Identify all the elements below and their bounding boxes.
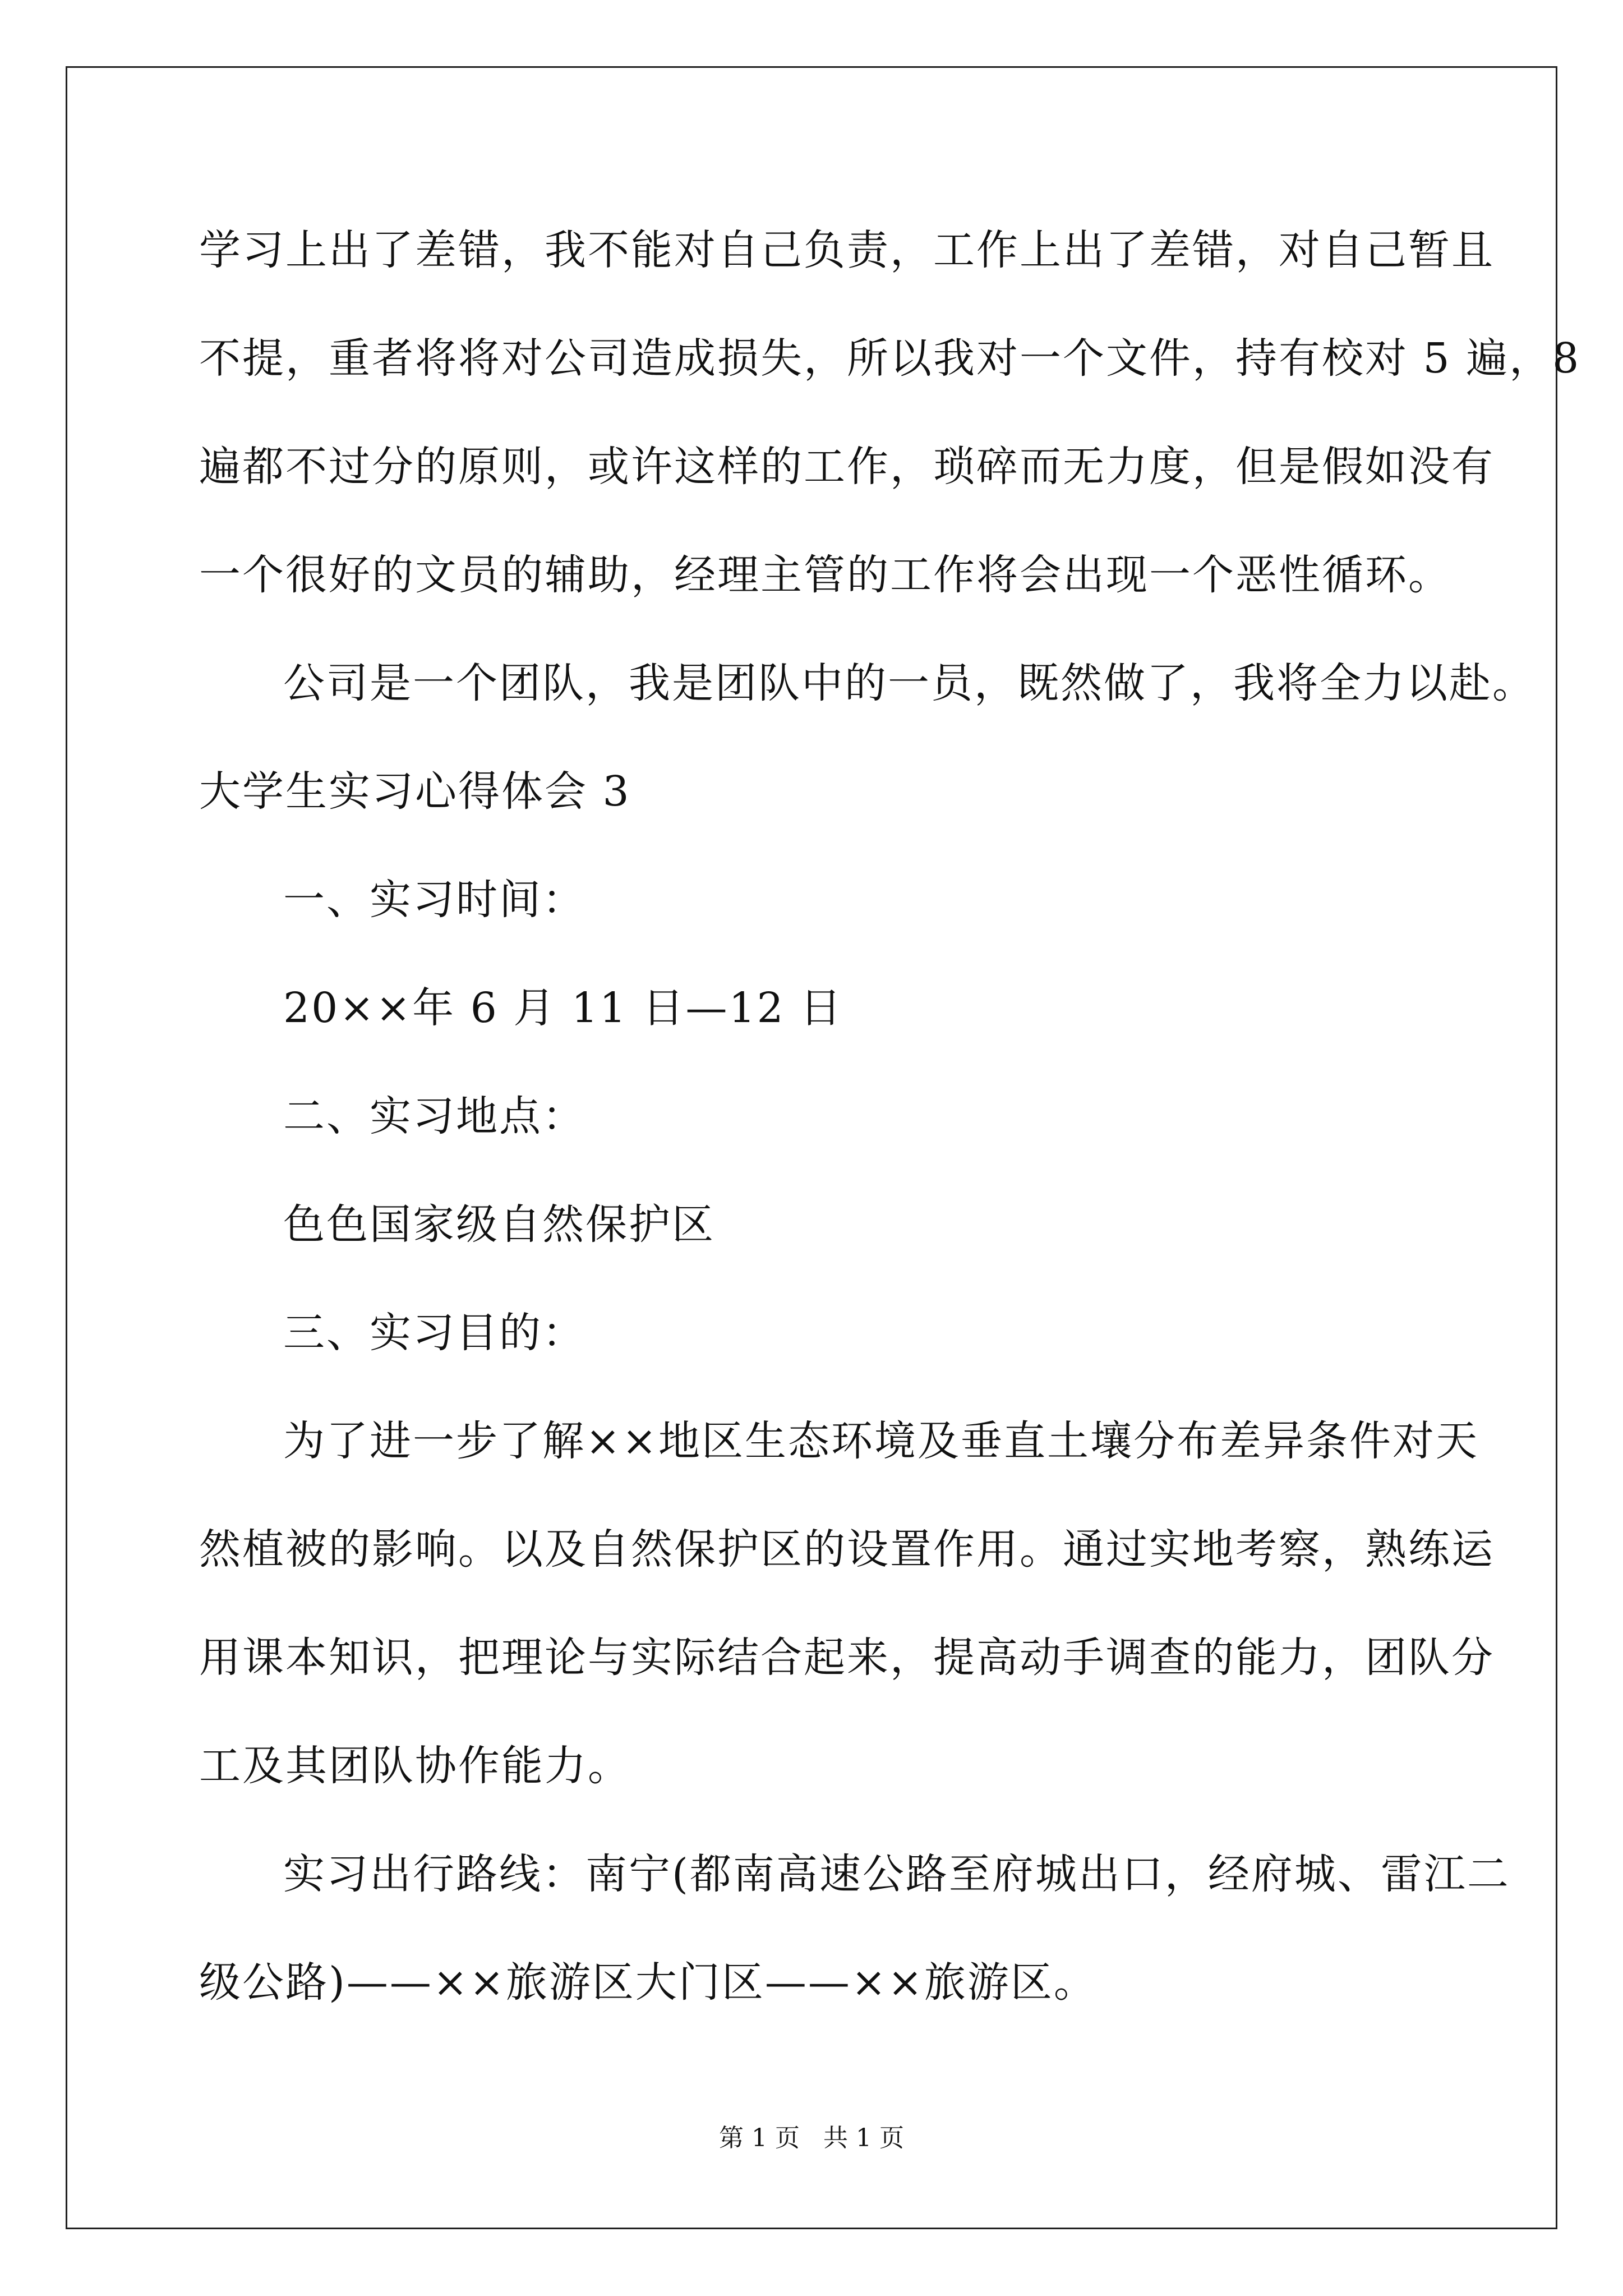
text-line: 色色国家级自然保护区 [283, 1200, 715, 1249]
text-line: 学习上出了差错，我不能对自己负责，工作上出了差错，对自己暂且 [199, 226, 1495, 274]
paragraph-line: 公司是一个团队，我是团队中的一员，既然做了，我将全力以赴。 [283, 659, 1536, 707]
subheading-location: 二、实习地点： [283, 1092, 585, 1140]
document-body [199, 223, 1581, 2064]
text-line: 然植被的影响。以及自然保护区的设置作用。通过实地考察，熟练运 [199, 1525, 1495, 1573]
text-line: 工及其团队协作能力。 [199, 1742, 631, 1790]
text-line: 遍都不过分的原则，或许这样的工作，琐碎而无力度，但是假如没有 [199, 443, 1495, 491]
text-line: 一个很好的文员的辅助，经理主管的工作将会出现一个恶性循环。 [199, 551, 1451, 599]
text-line: 用课本知识，把理论与实际结合起来，提高动手调查的能力，团队分 [199, 1634, 1495, 1682]
text-line: 级公路)——××旅游区大门区——××旅游区。 [199, 1958, 1097, 2007]
page-number-footer: 第 1 页 共 1 页 [719, 2124, 904, 2152]
section-heading: 大学生实习心得体会 3 [199, 767, 631, 816]
paragraph-line: 为了进一步了解××地区生态环境及垂直土壤分布差异条件对天 [283, 1417, 1479, 1465]
text-line: 不提，重者将将对公司造成损失，所以我对一个文件，持有校对 5 遍，8 [199, 334, 1581, 383]
paragraph-line: 实习出行路线：南宁(都南高速公路至府城出口，经府城、雷江二 [283, 1850, 1510, 1898]
subheading-purpose: 三、实习目的： [283, 1309, 585, 1357]
subheading-time: 一、实习时间： [283, 876, 585, 924]
text-line: 20××年 6 月 11 日—12 日 [283, 984, 843, 1032]
